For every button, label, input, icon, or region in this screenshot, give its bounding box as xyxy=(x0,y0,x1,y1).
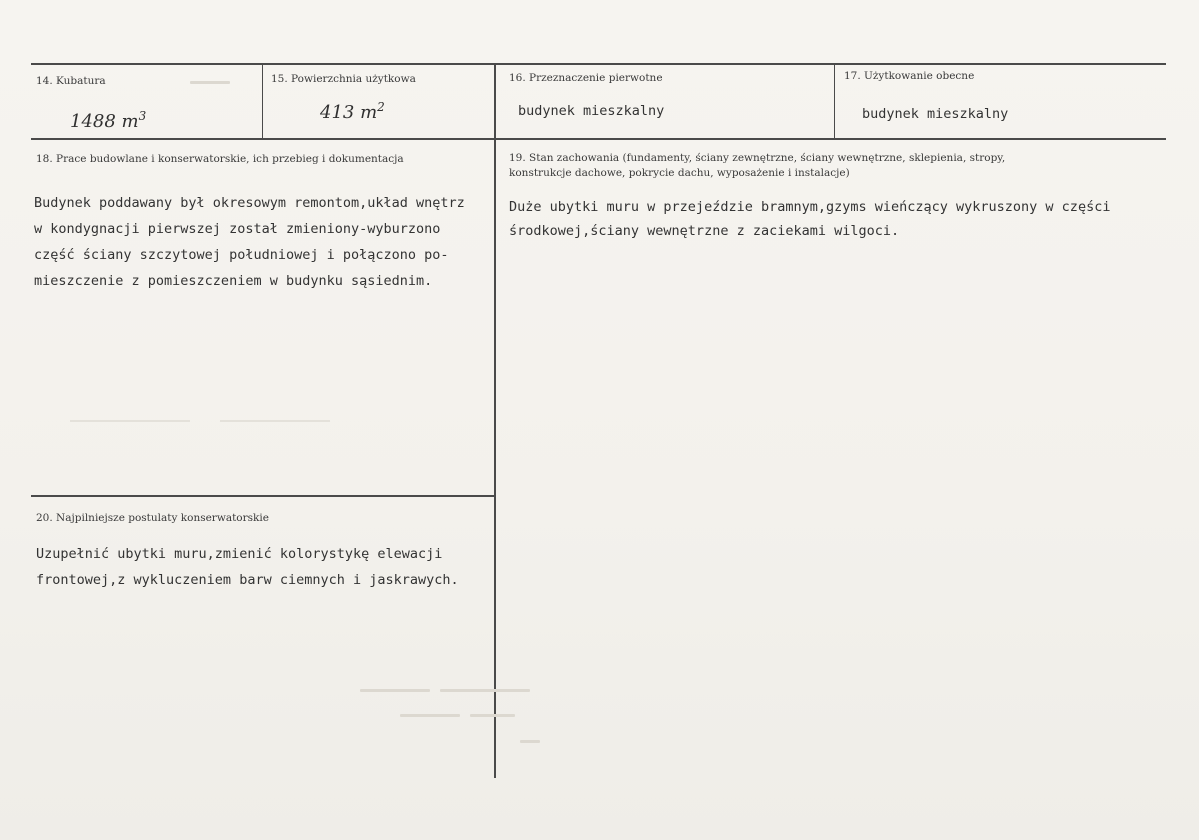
col-divider-16-17 xyxy=(834,64,835,139)
field-19-line: środkowej,ściany wewnętrzne z zaciekami wilgoci. xyxy=(509,223,900,239)
field-15-value xyxy=(320,100,385,123)
field-18-label: 18. Prace budowlane i konserwatorskie, ich przebieg i dokumentacja xyxy=(36,153,404,165)
field-20-line: frontowej,z wykluczeniem barw ciemnych i jaskrawych. xyxy=(36,572,459,588)
field-14-value xyxy=(70,109,146,132)
field-14-unit: m xyxy=(121,111,139,132)
field-19-line: Duże ubytki muru w przejeździe bramnym,gzyms wieńczący wykruszony w części xyxy=(509,199,1111,215)
field-18-line: część ściany szczytowej południowej i połączono po- xyxy=(34,247,449,263)
field-17-value: budynek mieszkalny xyxy=(862,106,1009,122)
field-18-line: mieszczenie z pomieszczeniem w budynku sąsiednim. xyxy=(34,273,433,289)
col-divider-main xyxy=(494,64,496,778)
field-15-unit-exponent: 2 xyxy=(377,100,385,114)
field-16-label: 16. Przeznaczenie pierwotne xyxy=(509,72,663,84)
field-19-label-line-2: konstrukcje dachowe, pokrycie dachu, wyposażenie i instalacje) xyxy=(509,167,850,179)
field-15-unit: m xyxy=(360,102,378,123)
field-14-label: 14. Kubatura xyxy=(36,75,106,87)
field-14-number: 1488 xyxy=(70,111,116,132)
field-16-value: budynek mieszkalny xyxy=(518,103,665,119)
field-15-label: 15. Powierzchnia użytkowa xyxy=(271,73,416,85)
field-18-line: Budynek poddawany był okresowym remontom,układ wnętrz xyxy=(34,195,465,211)
field-20-label: 20. Najpilniejsze postulaty konserwatorskie xyxy=(36,512,269,524)
field-18-line: w kondygnacji pierwszej został zmieniony-wyburzono xyxy=(34,221,441,237)
field-20-line: Uzupełnić ubytki muru,zmienić kolorystykę elewacji xyxy=(36,546,443,562)
field-15-number: 413 xyxy=(320,102,355,123)
row1-bottom-rule xyxy=(31,138,1166,140)
col-divider-14-15 xyxy=(262,64,263,139)
field-18-bottom-rule xyxy=(31,495,495,497)
field-14-unit-exponent: 3 xyxy=(138,109,147,123)
field-19-label-line-1: 19. Stan zachowania (fundamenty, ściany zewnętrzne, ściany wewnętrzne, sklepienia, stropy, xyxy=(509,152,1006,164)
field-17-label: 17. Użytkowanie obecne xyxy=(844,70,975,82)
top-rule xyxy=(31,63,1166,65)
